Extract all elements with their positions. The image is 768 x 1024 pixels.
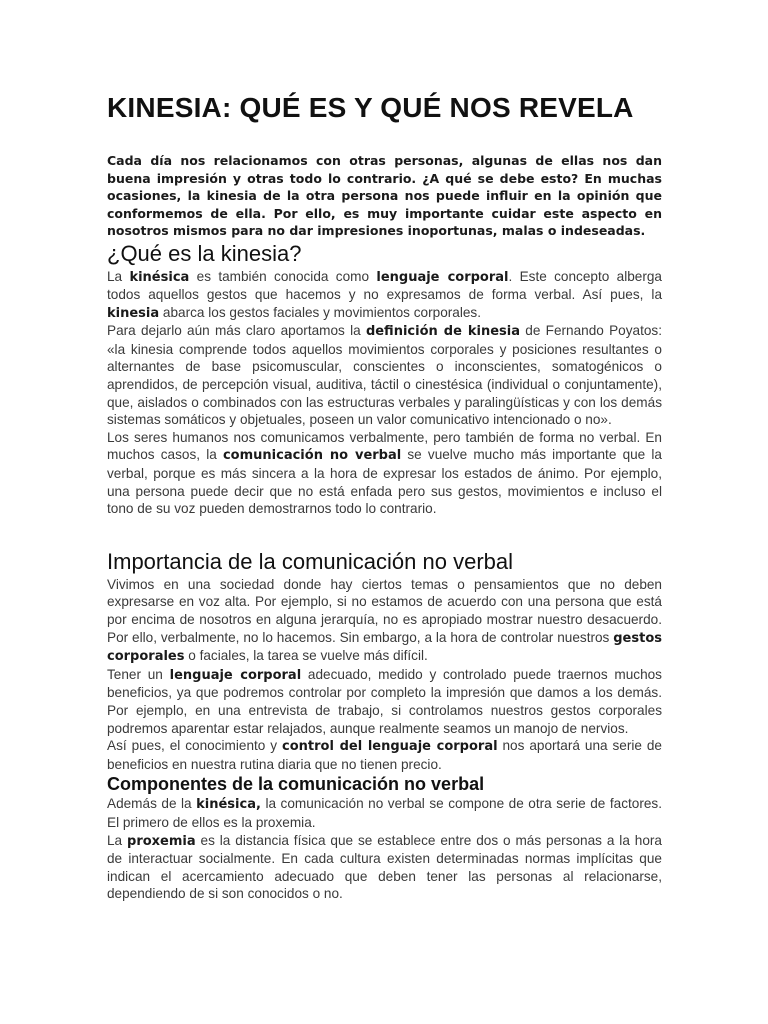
paragraph: La kinésica es también conocida como lenguaje corporal. Este concepto alberga todos aquellos gestos que hacemos y no expresamos de forma verbal. Así pues, la kinesia abarca los gestos faciales y movimientos corporales. (107, 268, 662, 321)
bold-term: comunicación no verbal (222, 448, 402, 464)
paragraph: Así pues, el conocimiento y control del lenguaje corporal nos aportará una serie de beneficios en nuestra rutina diaria que no tienen precio. (107, 738, 662, 772)
page-title: KINESIA: QUÉ ES Y QUÉ NOS REVELA (107, 92, 634, 123)
intro-paragraph: Cada día nos relacionamos con otras personas, algunas de ellas nos dan buena impresión y otras todo lo contrario. ¿A qué se debe esto? En muchas ocasiones, la kinesia de la otra persona nos puede influir en la opinión que conformemos de ella. Por ello, es muy importante cuidar este aspecto en nosotros mismos para no dar impresiones inoportunas, malas o indeseadas. (107, 153, 662, 238)
bold-term: proxemia (127, 833, 196, 849)
paragraph: Los seres humanos nos comunicamos verbalmente, pero también de forma no verbal. En muchos casos, la comunicación no verbal se vuelve mucho más importante que la verbal, porque es más sincera a la hora de expresar los estados de ánimo. Por ejemplo, una persona puede decir que no está enfada pero sus gestos, movimientos e incluso el tono de su voz pueden demostrarnos todo lo contrario. (107, 429, 662, 517)
bold-term: kinesia (107, 305, 160, 321)
bold-term: lenguaje corporal (376, 269, 509, 285)
paragraph: Tener un lenguaje corporal adecuado, medido y controlado puede traernos muchos beneficios, ya que podremos controlar por completo la impresión que damos a los demás. Por ejemplo, en una entrevista de trabajo, si controlamos nuestros gestos corporales podremos aparentar estar relajados, aunque realmente seamos un manojo de nervios. (107, 666, 662, 736)
bold-term: lenguaje corporal (169, 667, 302, 683)
paragraph: Vivimos en una sociedad donde hay ciertos temas o pensamientos que no deben expresarse en voz alta. Por ejemplo, si no estamos de acuerdo con una persona que está por encima de nosotros en alguna jerarquía, no es apropiado mostrar nuestro desacuerdo. Por ello, verbalmente, no lo hacemos. Sin embargo, a la hora de controlar nuestros gestos corporales o faciales, la tarea se vuelve más difícil. (107, 576, 662, 665)
bold-term: kinésica (129, 269, 190, 285)
paragraph: La proxemia es la distancia física que se establece entre dos o más personas a la hora de interactuar socialmente. En cada cultura existen determinadas normas implícitas que indican el acercamiento adecuado que deben tener las personas al relacionarse, dependiendo de si son conocidos o no. (107, 832, 662, 902)
paragraph: Además de la kinésica, la comunicación no verbal se compone de otra serie de factores. El primero de ellos es la proxemia. (107, 796, 662, 830)
section-heading-que-es: ¿Qué es la kinesia? (107, 240, 302, 266)
document-body (107, 90, 662, 903)
section-heading-componentes: Componentes de la comunicación no verbal (107, 774, 485, 795)
paragraph: Para dejarlo aún más claro aportamos la definición de kinesia de Fernando Poyatos: «la kinesia comprende todos aquellos movimientos corporales y posiciones resultantes o alternantes de base psicomuscular, conscientes o inconscientes, somatogénicos o aprendidos, de percepción visual, auditiva, táctil o cinestésica (individual o conjuntamente), que, aislados o combinados con las estructuras verbales y paralingüísticas y con los demás sistemas somáticos y objetuales, poseen un valor comunicativo intencionado o no». (107, 323, 662, 428)
bold-term: kinésica, (196, 797, 261, 813)
bold-term: definición de kinesia (365, 324, 521, 340)
bold-term: control del lenguaje corporal (282, 739, 498, 755)
bold-term: gestos corporales (107, 630, 662, 665)
section-heading-importancia: Importancia de la comunicación no verbal (107, 548, 514, 574)
